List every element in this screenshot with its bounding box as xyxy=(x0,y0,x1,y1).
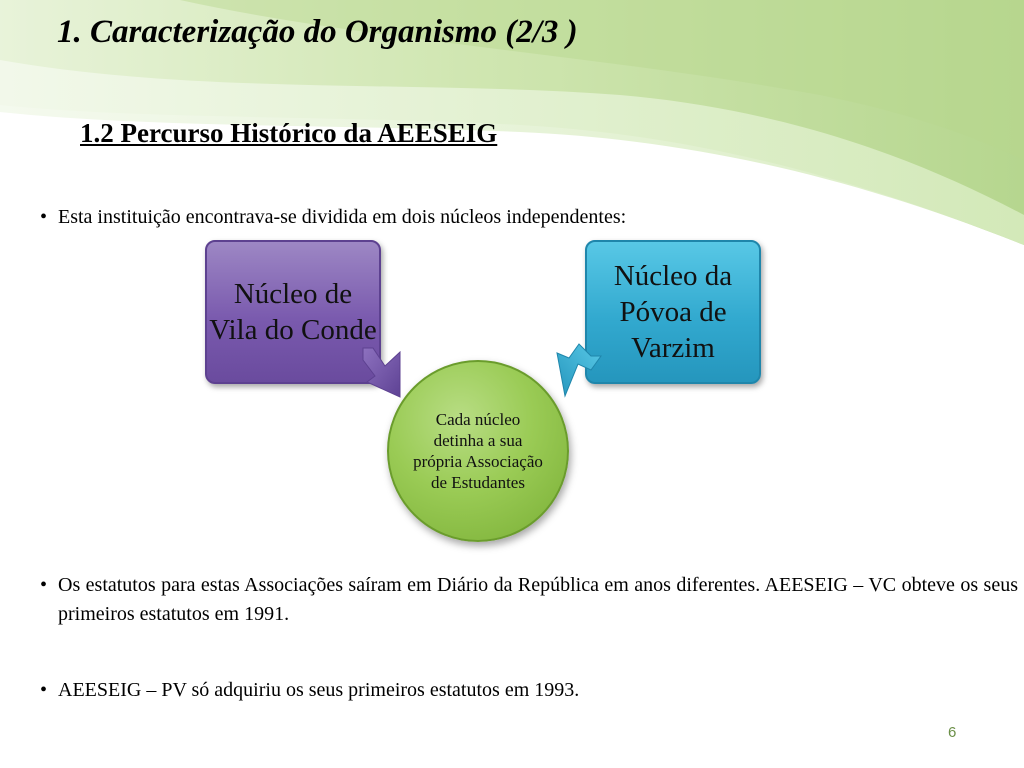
page-number: 6 xyxy=(948,724,957,741)
nucleus-vila-do-conde-label: Núcleo de Vila do Conde xyxy=(209,278,377,346)
slide-title: 1. Caracterização do Organismo (2/3 ) xyxy=(57,14,578,50)
section-subtitle: 1.2 Percurso Histórico da AEESEIG xyxy=(80,118,498,148)
bullet-text: Esta instituição encontrava-se dividida em dois núcleos independentes: xyxy=(58,206,627,228)
bullet-item xyxy=(40,571,1018,629)
bullet-marker: • xyxy=(40,206,48,228)
nucleus-povoa-de-varzim-label: Núcleo da Póvoa de Varzim xyxy=(613,260,733,364)
nucleus-diagram xyxy=(195,240,775,540)
bullet-text: Os estatutos para estas Associações saíram em Diário da República em anos diferentes. AEESEIG – VC obteve os seus primeiros estatutos em 1991. xyxy=(58,574,1018,625)
arrow-left-to-center xyxy=(363,348,400,397)
bullet-text: AEESEIG – PV só adquiriu os seus primeiros estatutos em 1993. xyxy=(58,679,580,701)
student-association-circle xyxy=(387,360,569,542)
bullet-item xyxy=(40,676,1018,705)
bullet-marker: • xyxy=(40,679,48,701)
student-association-label: Cada núcleo detinha a sua própria Associação de Estudantes xyxy=(413,410,543,492)
bullet-item xyxy=(40,203,1018,232)
arrow-right-to-center xyxy=(557,344,601,396)
bullet-marker: • xyxy=(40,574,48,596)
